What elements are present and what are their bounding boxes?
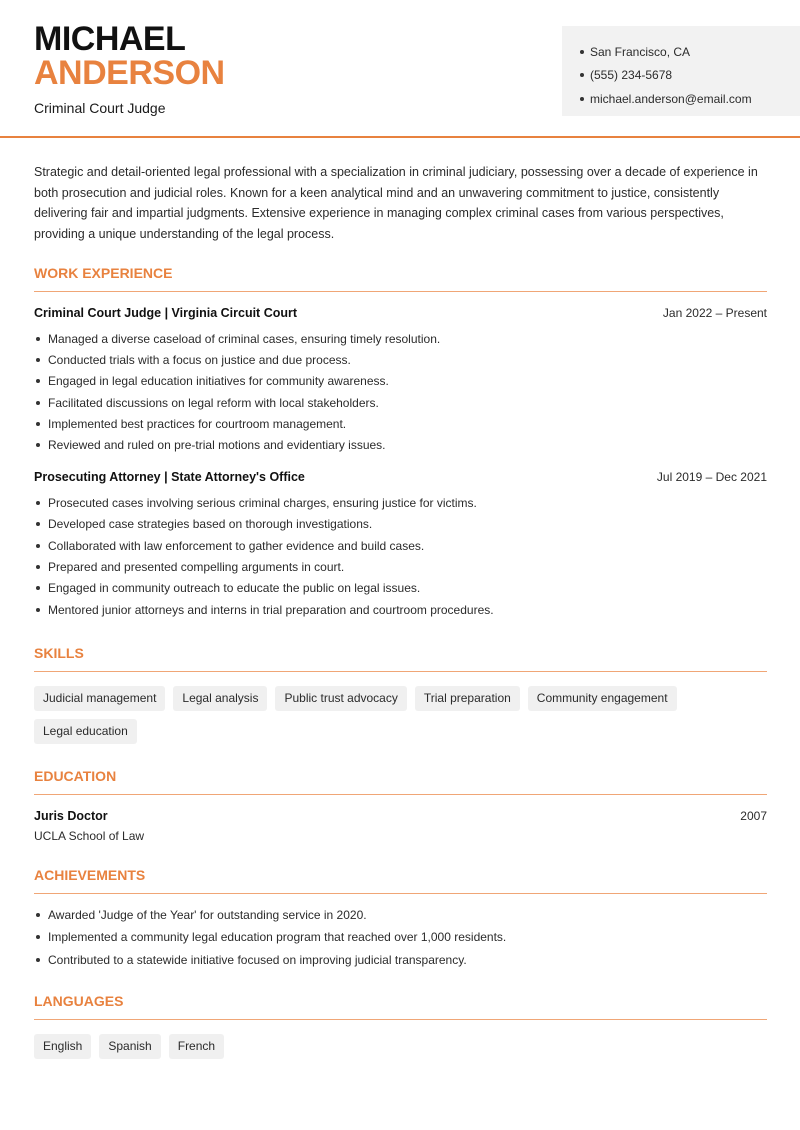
skill-chip: Public trust advocacy — [275, 686, 406, 711]
bullet-icon — [580, 73, 584, 77]
list-item-text: Conducted trials with a focus on justice and due process. — [48, 352, 351, 367]
skill-chip: Legal education — [34, 719, 137, 744]
list-item-text: Implemented best practices for courtroom management. — [48, 417, 347, 432]
bullet-icon — [36, 586, 40, 590]
bullet-icon — [36, 422, 40, 426]
list-item-text: Managed a diverse caseload of criminal cases, ensuring timely resolution. — [48, 331, 441, 346]
job-entry — [34, 470, 767, 620]
job-title: Criminal Court Judge — [34, 100, 166, 116]
graduation-year: 2007 — [740, 808, 767, 823]
list-item-text: Contributed to a statewide initiative focused on improving judicial transparency. — [48, 952, 467, 967]
list-item-text: Reviewed and ruled on pre-trial motions and evidentiary issues. — [48, 438, 386, 453]
contact-box — [562, 26, 800, 116]
bullet-icon — [36, 379, 40, 383]
list-item — [34, 535, 767, 556]
bullet-icon — [36, 913, 40, 917]
skill-chip: Legal analysis — [173, 686, 267, 711]
languages-list — [34, 1034, 767, 1059]
list-item — [34, 328, 767, 349]
list-item — [34, 492, 767, 513]
bullet-icon — [36, 958, 40, 962]
education-section — [34, 768, 767, 843]
bullet-icon — [36, 522, 40, 526]
first-name: MICHAEL — [34, 20, 186, 58]
list-item-text: Collaborated with law enforcement to gather evidence and build cases. — [48, 538, 425, 553]
degree: Juris Doctor — [34, 808, 108, 823]
location-text: San Francisco, CA — [590, 44, 691, 59]
section-title-achievements: ACHIEVEMENTS — [34, 867, 767, 894]
bullet-icon — [580, 50, 584, 54]
skills-list — [34, 686, 767, 744]
phone-text: (555) 234-5678 — [590, 68, 673, 83]
list-item — [34, 413, 767, 434]
work-section — [34, 265, 767, 621]
job-bullets — [34, 492, 767, 620]
skill-chip: Judicial management — [34, 686, 165, 711]
resume-body — [34, 162, 767, 1059]
bullet-icon — [36, 401, 40, 405]
bullet-icon — [36, 544, 40, 548]
contact-location — [580, 40, 800, 64]
resume-header — [0, 0, 800, 138]
school: UCLA School of Law — [34, 828, 145, 843]
language-chip: English — [34, 1034, 91, 1059]
achievement-list — [34, 904, 767, 972]
bullet-icon — [36, 608, 40, 612]
list-item — [34, 349, 767, 370]
job-dates: Jan 2022 – Present — [662, 305, 767, 320]
bullet-icon — [36, 565, 40, 569]
job-role: Prosecuting Attorney | State Attorney's Office — [34, 470, 305, 485]
list-item — [34, 392, 767, 413]
list-item — [34, 556, 767, 577]
bullet-icon — [36, 935, 40, 939]
list-item-text: Mentored junior attorneys and interns in trial preparation and courtroom procedures. — [48, 602, 494, 617]
language-chip: Spanish — [99, 1034, 160, 1059]
last-name: ANDERSON — [34, 54, 225, 92]
languages-section — [34, 993, 767, 1059]
skill-chip: Trial preparation — [415, 686, 520, 711]
bullet-icon — [36, 358, 40, 362]
list-item — [34, 514, 767, 535]
list-item — [34, 371, 767, 392]
section-title-languages: LANGUAGES — [34, 993, 767, 1020]
job-role: Criminal Court Judge | Virginia Circuit Court — [34, 305, 298, 320]
list-item — [34, 904, 767, 927]
section-title-education: EDUCATION — [34, 768, 767, 795]
list-item — [34, 949, 767, 972]
skills-section — [34, 645, 767, 744]
email-link[interactable]: michael.anderson@email.com — [590, 91, 752, 106]
list-item — [34, 578, 767, 599]
list-item-text: Engaged in community outreach to educate the public on legal issues. — [48, 581, 421, 596]
skill-chip: Community engagement — [528, 686, 677, 711]
contact-email[interactable] — [580, 87, 800, 111]
bullet-icon — [580, 97, 584, 101]
list-item-text: Developed case strategies based on thorough investigations. — [48, 517, 373, 532]
list-item-text: Prepared and presented compelling arguments in court. — [48, 560, 345, 575]
bullet-icon — [36, 337, 40, 341]
job-entry — [34, 306, 767, 456]
list-item-text: Facilitated discussions on legal reform with local stakeholders. — [48, 395, 379, 410]
summary-paragraph: Strategic and detail-oriented legal professional with a specialization in criminal judiciary, possessing over a decade of experience in both prosecution and judicial roles. Known for a keen analytical mind and an unwavering commitment to justice, consistently delivering fair and impartial judgments. Extensive experience in managing complex criminal cases from various perspectives, providing a unique understanding of the legal process. — [34, 165, 758, 242]
list-item — [34, 599, 767, 620]
list-item-text: Engaged in legal education initiatives for community awareness. — [48, 374, 389, 389]
achievements-section — [34, 867, 767, 972]
list-item — [34, 926, 767, 949]
list-item-text: Prosecuted cases involving serious criminal charges, ensuring justice for victims. — [48, 495, 477, 510]
full-name — [34, 22, 225, 90]
section-title-work: WORK EXPERIENCE — [34, 265, 767, 292]
language-chip: French — [169, 1034, 224, 1059]
bullet-icon — [36, 501, 40, 505]
list-item-text: Awarded 'Judge of the Year' for outstanding service in 2020. — [48, 907, 367, 922]
list-item — [34, 435, 767, 456]
job-dates: Jul 2019 – Dec 2021 — [656, 470, 767, 485]
section-title-skills: SKILLS — [34, 645, 767, 672]
job-bullets — [34, 328, 767, 456]
list-item-text: Implemented a community legal education program that reached over 1,000 residents. — [48, 930, 507, 945]
bullet-icon — [36, 443, 40, 447]
contact-phone — [580, 64, 800, 88]
